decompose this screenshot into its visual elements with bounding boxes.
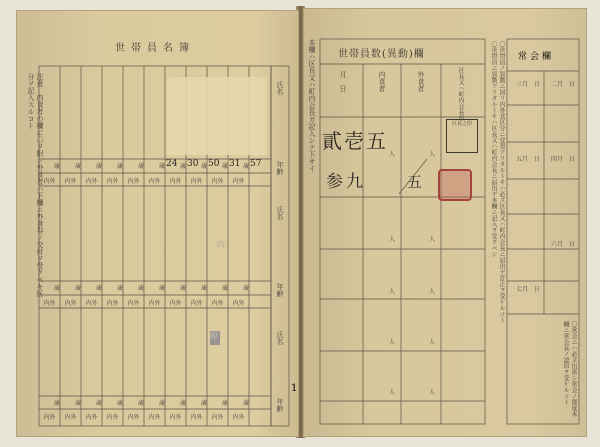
- faint-mark: 四: [217, 240, 225, 249]
- unit-person-outer-5: 人: [429, 389, 436, 396]
- change-table-title: 世帯員数(異動)欄: [338, 49, 425, 60]
- day-unit-4: 日: [534, 156, 541, 163]
- age-value-2: 30: [187, 159, 199, 169]
- ledger-note: 〇常会ニハ必ズ出席シ常会ノ都度本欄ニ常会長ノ認印ヲ受ケルコト: [562, 321, 577, 417]
- unit-person-outer-3: 人: [429, 288, 436, 295]
- unit-person-outer-2: 人: [429, 236, 436, 243]
- row-label-name-3: 氏名: [276, 331, 284, 345]
- month-may: 五月: [516, 156, 529, 163]
- age-value-3: 50: [208, 159, 220, 169]
- left-page-title: 世帯員名簿: [115, 43, 195, 54]
- page-number: 1: [291, 383, 298, 394]
- age-unit-row-3: 歳 歳 歳 歳 歳 歳 歳 歳 歳 歳: [53, 400, 249, 407]
- month-jul: 七月: [516, 286, 529, 293]
- entry-1-inner: 貳壱五: [322, 129, 388, 153]
- age-unit-row-1: 歳 歳 歳 歳 歳 歳 歳 歳 歳 歳: [53, 163, 249, 170]
- row-label-name-2: 氏名: [276, 206, 284, 220]
- row-label-age-1: 年齢: [276, 161, 284, 175]
- change-bottom-note: 〇世帯員ニ異動アリタルトキハ区長又ハ町内会長ニ届出デ本欄ニ記入ヲ受クベシ: [490, 41, 497, 257]
- day-unit-5: 日: [569, 241, 576, 248]
- row-label-age-2: 年齢: [276, 283, 284, 297]
- month-jun: 六月: [551, 241, 564, 248]
- unit-person-inner-1: 人: [389, 151, 396, 158]
- age-value-4: 31: [229, 159, 241, 169]
- col-inner: 内食者: [378, 71, 386, 92]
- month-apr: 四月: [551, 156, 564, 163]
- month-mar: 三月: [516, 81, 529, 88]
- row-label-name-1: 氏名: [276, 81, 284, 95]
- col-date: 月 日: [339, 71, 347, 92]
- unit-person-outer-1: 人: [429, 151, 436, 158]
- right-page: [303, 8, 587, 437]
- entry-2-inner: 参九: [326, 172, 366, 192]
- day-unit-3: 日: [569, 156, 576, 163]
- left-page: [16, 10, 299, 437]
- district-seal-text: 区長之印: [451, 121, 472, 127]
- right-side-note: 本欄ハ区長又ハ町内会長ガ記入シテ下サイ: [308, 39, 316, 172]
- inout-unit-row-1: 内外 内外 内外 内外 内外 内外 内外 内外 内外 内外: [43, 178, 245, 185]
- age-unit-row-2: 歳 歳 歳 歳 歳 歳 歳 歳 歳 歳: [53, 285, 249, 292]
- small-stamp-text: 印: [210, 332, 217, 340]
- unit-person-inner-5: 人: [389, 389, 396, 396]
- day-unit-2: 日: [534, 81, 541, 88]
- red-seal: [438, 169, 472, 201]
- age-value-1: 24: [166, 159, 178, 169]
- col-seal: 区長又ハ町内会長印: [457, 67, 464, 121]
- district-seal: [446, 119, 478, 153]
- change-far-note: 〇世帯員ノ異動ニ因リ内外食区分ニ変更アリタルトキハ必ズ区長又ハ町内会長ニ届出デ訂正ヲ受ケルコト: [498, 41, 505, 323]
- unit-person-inner-4: 人: [389, 339, 396, 346]
- unit-person-outer-4: 人: [429, 339, 436, 346]
- row-label-age-3: 年齢: [276, 398, 284, 412]
- age-value-5: 57: [250, 159, 262, 169]
- inout-unit-row-2: 内外 内外 内外 内外 内外 内外 内外 内外 内外 内外: [43, 300, 245, 307]
- left-side-note: 注意 内食者の欄に〇ヲ附シ外食者ハ下欄ニ外食券ノ交付ヲ受クベキ区分ヲ記入スルコト: [27, 73, 44, 297]
- day-unit-1: 日: [569, 81, 576, 88]
- col-outer: 外食者: [417, 71, 425, 92]
- inout-unit-row-3: 内外 内外 内外 内外 内外 内外 内外 内外 内外 内外: [43, 414, 245, 421]
- left-grid: [17, 11, 298, 436]
- month-feb: 二月: [551, 81, 564, 88]
- unit-person-inner-3: 人: [389, 288, 396, 295]
- day-unit-6: 日: [534, 286, 541, 293]
- entry-2-outer: 五: [407, 173, 423, 191]
- ledger-title: 常会欄: [518, 52, 555, 62]
- unit-person-inner-2: 人: [389, 236, 396, 243]
